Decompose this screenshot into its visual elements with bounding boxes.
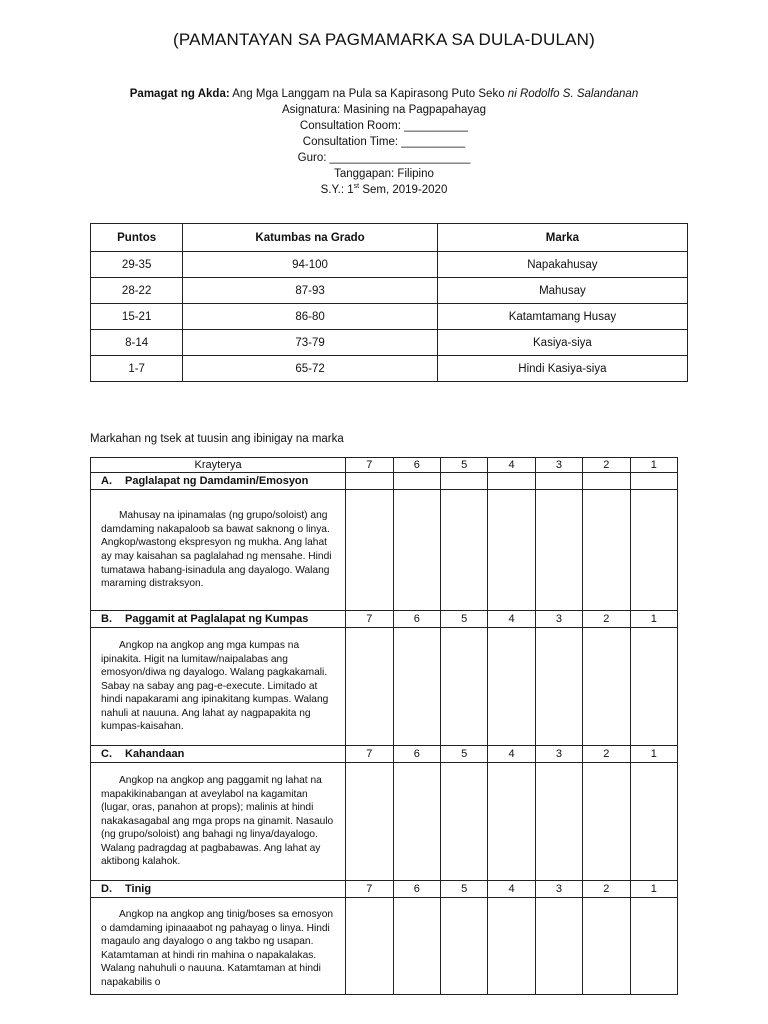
grade-table-header-row [91, 224, 688, 252]
score-header: 6 [393, 746, 440, 763]
score-cell[interactable] [630, 628, 677, 746]
section-title-a [91, 473, 346, 490]
score-header: 1 [630, 881, 677, 898]
score-header: 6 [393, 458, 440, 473]
akda-title: Ang Mga Langgam na Pula sa Kapirasong Puto Seko [232, 88, 505, 100]
score-cell[interactable] [393, 898, 440, 995]
instructions-text: Markahan ng tsek at tuusin ang ibinigay na marka [90, 433, 344, 445]
score-checkbox-cell[interactable] [440, 473, 487, 490]
score-cell[interactable] [630, 490, 677, 611]
rubric-section-row [91, 473, 678, 490]
score-header: 4 [488, 611, 535, 628]
score-header: 1 [630, 458, 677, 473]
table-cell: Hindi Kasiya-siya [437, 356, 687, 382]
table-cell: 8-14 [91, 330, 183, 356]
score-cell[interactable] [583, 628, 630, 746]
table-row [91, 304, 688, 330]
score-cell[interactable] [583, 898, 630, 995]
score-cell[interactable] [440, 763, 487, 881]
score-cell[interactable] [630, 898, 677, 995]
score-header: 3 [535, 611, 582, 628]
rubric-table [90, 457, 678, 995]
grade-table-header: Katumbas na Grado [183, 224, 438, 252]
description-text: Angkop na angkop ang tinig/boses sa emosyon o damdaming ipinaaabot ng pahayag o linya. Hindi magaulo ang dayalogo o ang takbo ng usapan. Katamtaman at hindi rin mahina o napakalakas. Walang nahuhuli o nauuna. Katamtaman at hindi napakabilis o [101, 909, 334, 988]
section-letter: A. [101, 475, 112, 487]
score-header: 5 [440, 458, 487, 473]
table-row [91, 252, 688, 278]
score-cell[interactable] [393, 628, 440, 746]
score-header: 5 [440, 881, 487, 898]
rubric-description-row [91, 763, 678, 881]
table-cell: 87-93 [183, 278, 438, 304]
score-header: 5 [440, 746, 487, 763]
score-cell[interactable] [346, 490, 393, 611]
score-header: 1 [630, 611, 677, 628]
table-row [91, 278, 688, 304]
rubric-section-row [91, 611, 678, 628]
score-cell[interactable] [583, 763, 630, 881]
table-cell: 1-7 [91, 356, 183, 382]
score-header: 2 [583, 746, 630, 763]
table-cell: 86-80 [183, 304, 438, 330]
tanggapan-line: Tanggapan: Filipino [334, 168, 434, 180]
score-cell[interactable] [488, 628, 535, 746]
akda-label: Pamagat ng Akda: [129, 88, 230, 100]
score-header: 3 [535, 746, 582, 763]
score-cell[interactable] [583, 490, 630, 611]
page-title: (PAMANTAYAN SA PAGMAMARKA SA DULA-DULAN) [172, 30, 596, 49]
score-header: 2 [583, 458, 630, 473]
section-name: Kahandaan [125, 748, 185, 760]
sy-superscript: st [353, 183, 360, 191]
score-cell[interactable] [535, 490, 582, 611]
score-header: 7 [346, 881, 393, 898]
table-cell: 29-35 [91, 252, 183, 278]
criteria-description [91, 898, 346, 995]
score-header: 7 [346, 746, 393, 763]
description-text: Angkop na angkop ang mga kumpas na ipinakita. Higit na lumitaw/naipalabas ang emosyon/diwa ng dayalogo. Walang pagkakamali. Sabay na sabay ang pag-e-execute. Limitado at hindi napakarami ang ipinakitang kumpas. Walang nahuli at nauuna. Ang lahat ay nagpapakita ng kumpas-kaisahan. [101, 639, 329, 733]
table-row [91, 330, 688, 356]
score-cell[interactable] [393, 490, 440, 611]
table-cell: Katamtamang Husay [437, 304, 687, 330]
consultation-room-line: Consultation Room: __________ [299, 120, 469, 132]
score-header: 1 [630, 746, 677, 763]
score-checkbox-cell[interactable] [393, 473, 440, 490]
score-header: 3 [535, 881, 582, 898]
consultation-time-line: Consultation Time: __________ [302, 136, 466, 148]
section-title-d [91, 881, 346, 898]
grade-table-header: Puntos [91, 224, 183, 252]
score-cell[interactable] [535, 628, 582, 746]
score-cell[interactable] [393, 763, 440, 881]
table-row [91, 356, 688, 382]
description-text: Mahusay na ipinamalas (ng grupo/soloist) ang damdaming nakapaloob sa bawat saknong o linya. Angkop/wastong ekspresyon ng mukha. Ang lahat ay may kaisahan sa paglalahad ng mensahe. Hindi tumatawa habang-isinadula ang dayalogo. Walang maraming distraksyon. [101, 510, 332, 590]
score-cell[interactable] [630, 763, 677, 881]
section-title-c [91, 746, 346, 763]
criteria-header: Krayterya [91, 458, 346, 473]
score-header: 4 [488, 881, 535, 898]
guro-line: Guro: ______________________ [297, 152, 471, 164]
rubric-section-row [91, 881, 678, 898]
score-header: 6 [393, 611, 440, 628]
table-cell: 73-79 [183, 330, 438, 356]
school-year-line [0, 182, 768, 198]
rubric-description-row [91, 490, 678, 611]
rubric-description-row [91, 898, 678, 995]
table-cell: Kasiya-siya [437, 330, 687, 356]
score-cell[interactable] [535, 898, 582, 995]
score-checkbox-cell[interactable] [346, 473, 393, 490]
sy-prefix: S.Y.: 1 [320, 184, 354, 196]
score-header: 2 [583, 881, 630, 898]
asignatura-line: Asignatura: Masining na Pagpapahayag [282, 104, 486, 116]
rubric-section-row [91, 746, 678, 763]
rubric-header-row [91, 458, 678, 473]
score-cell[interactable] [488, 898, 535, 995]
criteria-description [91, 763, 346, 881]
table-cell: 65-72 [183, 356, 438, 382]
score-header: 7 [346, 458, 393, 473]
rubric-description-row [91, 628, 678, 746]
score-header: 3 [535, 458, 582, 473]
section-name: Tinig [125, 883, 152, 895]
score-header: 4 [488, 458, 535, 473]
table-cell: 28-22 [91, 278, 183, 304]
table-cell: Mahusay [437, 278, 687, 304]
document-header [0, 86, 768, 198]
table-cell: 94-100 [183, 252, 438, 278]
score-cell[interactable] [346, 628, 393, 746]
score-checkbox-cell[interactable] [583, 473, 630, 490]
score-header: 5 [440, 611, 487, 628]
score-header: 2 [583, 611, 630, 628]
score-checkbox-cell[interactable] [630, 473, 677, 490]
section-name: Paggamit at Paglalapat ng Kumpas [125, 613, 309, 625]
score-cell[interactable] [346, 763, 393, 881]
akda-author: ni Rodolfo S. Salandanan [507, 88, 639, 100]
score-checkbox-cell[interactable] [488, 473, 535, 490]
table-cell: 15-21 [91, 304, 183, 330]
grade-equivalence-table [90, 223, 688, 382]
grade-table-header: Marka [437, 224, 687, 252]
akda-line [0, 86, 768, 102]
score-cell[interactable] [488, 763, 535, 881]
score-cell[interactable] [535, 763, 582, 881]
score-header: 6 [393, 881, 440, 898]
table-cell: Napakahusay [437, 252, 687, 278]
section-title-b [91, 611, 346, 628]
criteria-description [91, 490, 346, 611]
score-header: 7 [346, 611, 393, 628]
section-letter: C. [101, 748, 112, 760]
score-header: 4 [488, 746, 535, 763]
description-text: Angkop na angkop ang paggamit ng lahat na mapakikinabangan at aveylabol na kagamitan (lugar, oras, panahon at props); malinis at hindi nakakasagabal ang mga props na ginamit. Nasaulo (ng grupo/soloist) ang bahagi ng linya/dayalogo. Walang padragdag at pagbabawas. Ang lahat ay aktibong kalahok. [101, 774, 334, 868]
score-cell[interactable] [488, 490, 535, 611]
score-cell[interactable] [440, 628, 487, 746]
section-letter: D. [101, 883, 112, 895]
score-cell[interactable] [440, 898, 487, 995]
score-cell[interactable] [346, 898, 393, 995]
section-name: Paglalapat ng Damdamin/Emosyon [125, 475, 309, 487]
score-cell[interactable] [440, 490, 487, 611]
sy-suffix: Sem, 2019-2020 [359, 184, 448, 196]
criteria-description [91, 628, 346, 746]
score-checkbox-cell[interactable] [535, 473, 582, 490]
section-letter: B. [101, 613, 112, 625]
